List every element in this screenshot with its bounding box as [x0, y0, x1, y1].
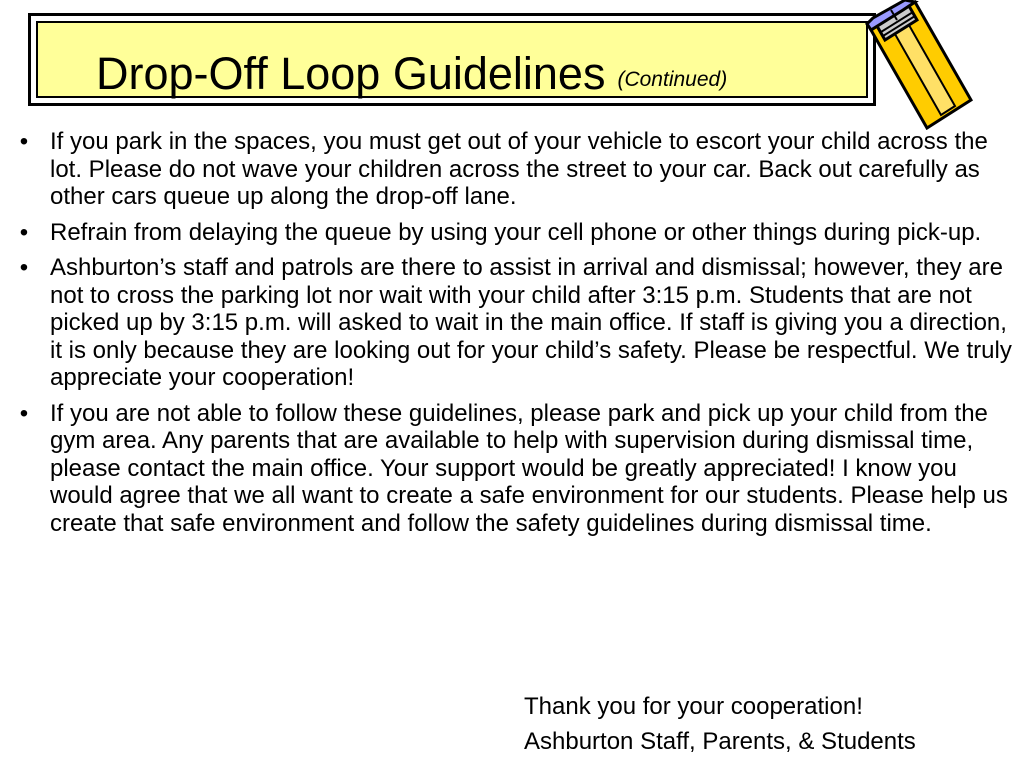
- title-subtitle: (Continued): [617, 68, 728, 91]
- bullet-marker: •: [19, 128, 29, 155]
- bullet-text: Ashburton’s staff and patrols are there to assist in arrival and dismissal; however, they are not to cross the parking lot nor wait with your child after 3:15 p.m. Students that are not picked up by 3:15 p.m. will asked to wait in the main office. If staff is giving you a direction, it is only because they are looking out for your child’s safety. Please be respectful. We truly appreciate your cooperation!: [50, 254, 1012, 391]
- bullet-text: If you are not able to follow these guidelines, please park and pick up your child from the gym area. Any parents that are available to help with supervision during dismissal time, please contact the main office. Your support would be greatly appreciated! I know you would agree that we all want to create a safe environment for our students. Please help us create that safe environment and follow the safety guidelines during dismissal time.: [50, 399, 1008, 537]
- bullet-marker: •: [19, 218, 29, 246]
- title-box: [28, 13, 876, 106]
- guidelines-list: [14, 128, 1014, 545]
- page-title: [96, 48, 728, 99]
- bullet-marker: •: [19, 399, 29, 427]
- list-item: [14, 254, 1014, 392]
- closing-thanks: Thank you for your cooperation!: [524, 693, 863, 720]
- bullet-text: If you park in the spaces, you must get out of your vehicle to escort your child across the lot. Please do not wave your children across the street to your car. Back out carefully as other cars queue up along the drop-off lane.: [50, 128, 988, 210]
- bullet-marker: •: [19, 254, 29, 281]
- title-inner-frame: [36, 21, 868, 98]
- title-main: Drop-Off Loop Guidelines: [96, 48, 606, 99]
- list-item: [14, 128, 1014, 211]
- closing-signoff: Ashburton Staff, Parents, & Students: [524, 728, 916, 755]
- bullet-text: Refrain from delaying the queue by using your cell phone or other things during pick-up.: [50, 218, 982, 246]
- list-item: [14, 400, 1014, 538]
- pencil-icon: [863, 0, 973, 130]
- closing-signature: [524, 689, 916, 759]
- list-item: [14, 219, 1014, 247]
